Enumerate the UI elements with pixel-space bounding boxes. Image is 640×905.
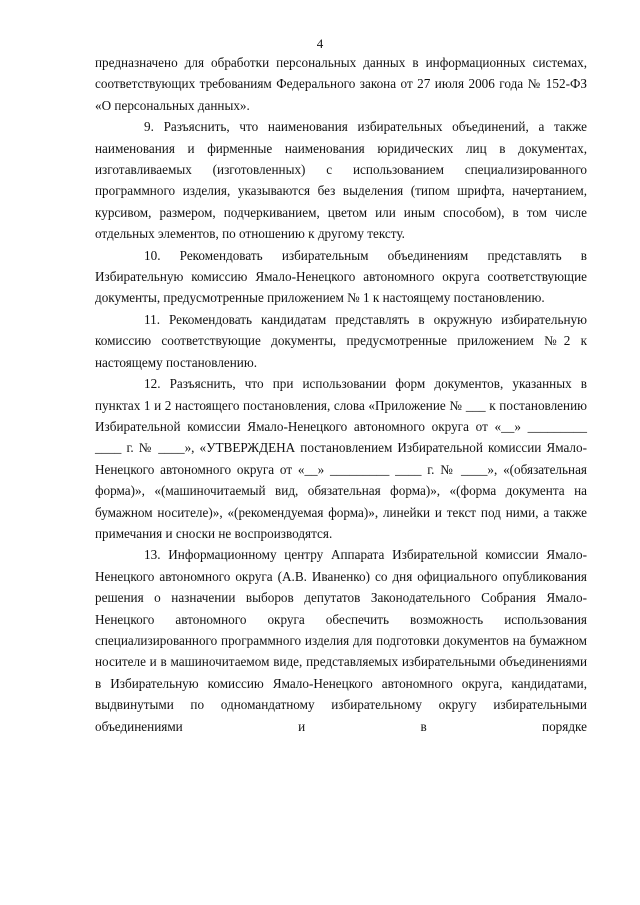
paragraph-item-13: 13. Информационному центру Аппарата Избирательной комиссии Ямало-Ненецкого автономного округа (А.В. Иваненко) со дня официального опубликования решения о назначении выборов депутатов Законодательного Собрания Ямало-Ненецкого автономного округа обеспечить возможность использования специализированного программного изделия для подготовки документов на бумажном носителе и в машиночитаемом виде, представляемых избирательными объединениями в Избирательную комиссию Ямало-Ненецкого автономного округа, кандидатами, выдвинутыми по одномандатному избирательному округу избирательными объединениями и в порядке	[95, 547, 587, 734]
page-number: 4	[316, 36, 324, 51]
paragraph-item-11: 11. Рекомендовать кандидатам представлять в окружную избирательную комиссию соответствующие документы, предусмотренные приложением №2 к настоящему постановлению.	[95, 311, 587, 370]
paragraph-item-10: 10. Рекомендовать избирательным объединениям представлять в Избирательную комиссию Ямало-Ненецкого автономного округа соответствующие документы, предусмотренные приложением № 1 к настоящему постановлению.	[95, 247, 587, 306]
document-body	[95, 52, 587, 737]
paragraph-item-9: 9. Разъяснить, что наименования избирательных объединений, а также наименования и фирменные наименования юридических лиц в документах, изготавливаемых (изготовленных) с использованием специализированного программного изделия, указываются без выделения (типом шрифта, начертанием, курсивом, размером, подчеркиванием, цветом или иным способом), в том числе отдельных элементов, по отношению к другому тексту.	[95, 119, 587, 242]
paragraph-item-12: 12. Разъяснить, что при использовании форм документов, указанных в пунктах 1 и 2 настоящего постановления, слова «Приложение № ___ к постановлению Избирательной комиссии Ямало-Ненецкого автономного округа от «__» _________ ____ г. № ____», «УТВЕРЖДЕНА постановлением Избирательной комиссии Ямало-Ненецкого автономного округа от «__» _________ ____ г. № ____», «(обязательная форма)», «(машиночитаемый вид, обязательная форма)», «(форма документа на бумажном носителе)», «(рекомендуемая форма)», линейки и текст под ними, а также примечания и сноски не воспроизводятся.	[95, 376, 587, 541]
paragraph-continuation: предназначено для обработки персональных данных в информационных системах, соответствующих требованиям Федерального закона от 27 июля 2006 года № 152-ФЗ «О персональных данных».	[95, 55, 587, 113]
